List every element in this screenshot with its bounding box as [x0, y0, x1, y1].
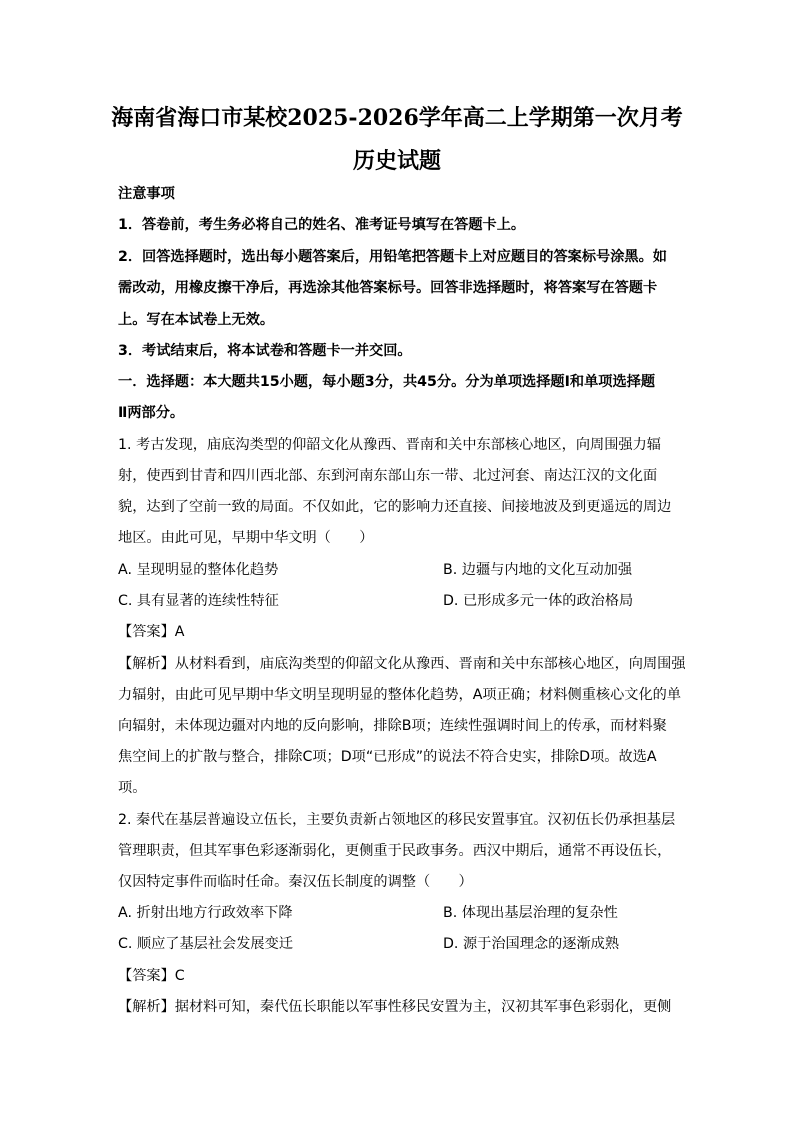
- section-heading-line1: 一．选择题：本大题共15小题，每小题3分，共45分。分为单项选择题Ⅰ和单项选择题: [118, 374, 656, 390]
- q2-option-a: A. 折射出地方行政效率下降: [118, 905, 293, 921]
- section-heading-line2: Ⅱ两部分。: [118, 405, 185, 421]
- q2-option-c: C. 顺应了基层社会发展变迁: [118, 936, 293, 952]
- q1-option-c: C. 具有显著的连续性特征: [118, 593, 279, 609]
- notice-item-2-line2: 需改动，用橡皮擦干净后，再选涂其他答案标号。回答非选择题时，将答案写在答题卡: [118, 280, 658, 296]
- q1-stem-line1: 1. 考古发现，庙底沟类型的仰韶文化从豫西、晋南和关中东部核心地区，向周围强力辐: [118, 437, 661, 453]
- notice-item-3: 3．考试结束后，将本试卷和答题卡一并交回。: [118, 343, 412, 359]
- q1-stem-line3: 貌，达到了空前一致的局面。不仅如此，它的影响力还直接、间接地波及到更遥远的周边: [118, 499, 672, 515]
- q2-option-d: D. 源于治国理念的逐渐成熟: [443, 936, 620, 952]
- q2-answer: 【答案】C: [118, 968, 185, 984]
- notice-item-2-line1: 2．回答选择题时，选出每小题答案后，用铅笔把答题卡上对应题目的答案标号涂黑。如: [118, 249, 667, 265]
- page-title: 海南省海口市某校2025-2026学年高二上学期第一次月考: [111, 105, 683, 131]
- q1-option-a: A. 呈现明显的整体化趋势: [118, 562, 279, 578]
- q2-stem-line2: 管理职责，但其军事色彩逐渐弱化，更侧重于民政事务。西汉中期后，通常不再设伍长，: [118, 843, 672, 859]
- q1-stem-line4: 地区。由此可见，早期中华文明（ ）: [118, 530, 374, 546]
- q1-explanation-line5: 项。: [118, 780, 147, 796]
- notice-item-1: 1．答卷前，考生务必将自己的姓名、准考证号填写在答题卡上。: [118, 217, 526, 233]
- q2-option-b: B. 体现出基层治理的复杂性: [443, 905, 618, 921]
- q1-answer: 【答案】A: [118, 624, 185, 640]
- q2-stem-line1: 2. 秦代在基层普遍设立伍长，主要负责新占领地区的移民安置事宜。汉初伍长仍承担基层: [118, 812, 676, 828]
- q1-option-d: D. 已形成多元一体的政治格局: [443, 593, 634, 609]
- q2-explanation-line1: 【解析】据材料可知，秦代伍长职能以军事性移民安置为主，汉初其军事色彩弱化，更侧: [118, 999, 672, 1015]
- q2-stem-line3: 仅因特定事件而临时任命。秦汉伍长制度的调整（ ）: [118, 874, 473, 890]
- notice-heading: 注意事项: [118, 186, 175, 202]
- q1-explanation-line1: 【解析】从材料看到，庙底沟类型的仰韶文化从豫西、晋南和关中东部核心地区，向周围强: [118, 656, 686, 672]
- q1-explanation-line4: 焦空间上的扩散与整合，排除C项；D项“已形成”的说法不符合史实，排除D项。故选A: [118, 749, 657, 765]
- q1-stem-line2: 射，使西到甘青和四川西北部、东到河南东部山东一带、北过河套、南达江汉的文化面: [118, 468, 658, 484]
- q1-explanation-line2: 力辐射，由此可见早期中华文明呈现明显的整体化趋势，A项正确；材料侧重核心文化的单: [118, 687, 682, 703]
- notice-item-2-line3: 上。写在本试卷上无效。: [118, 312, 275, 328]
- q1-explanation-line3: 向辐射，未体现边疆对内地的反向影响，排除B项；连续性强调时间上的传承，而材料聚: [118, 718, 667, 734]
- q1-option-b: B. 边疆与内地的文化互动加强: [443, 562, 633, 578]
- page-subtitle: 历史试题: [352, 148, 441, 174]
